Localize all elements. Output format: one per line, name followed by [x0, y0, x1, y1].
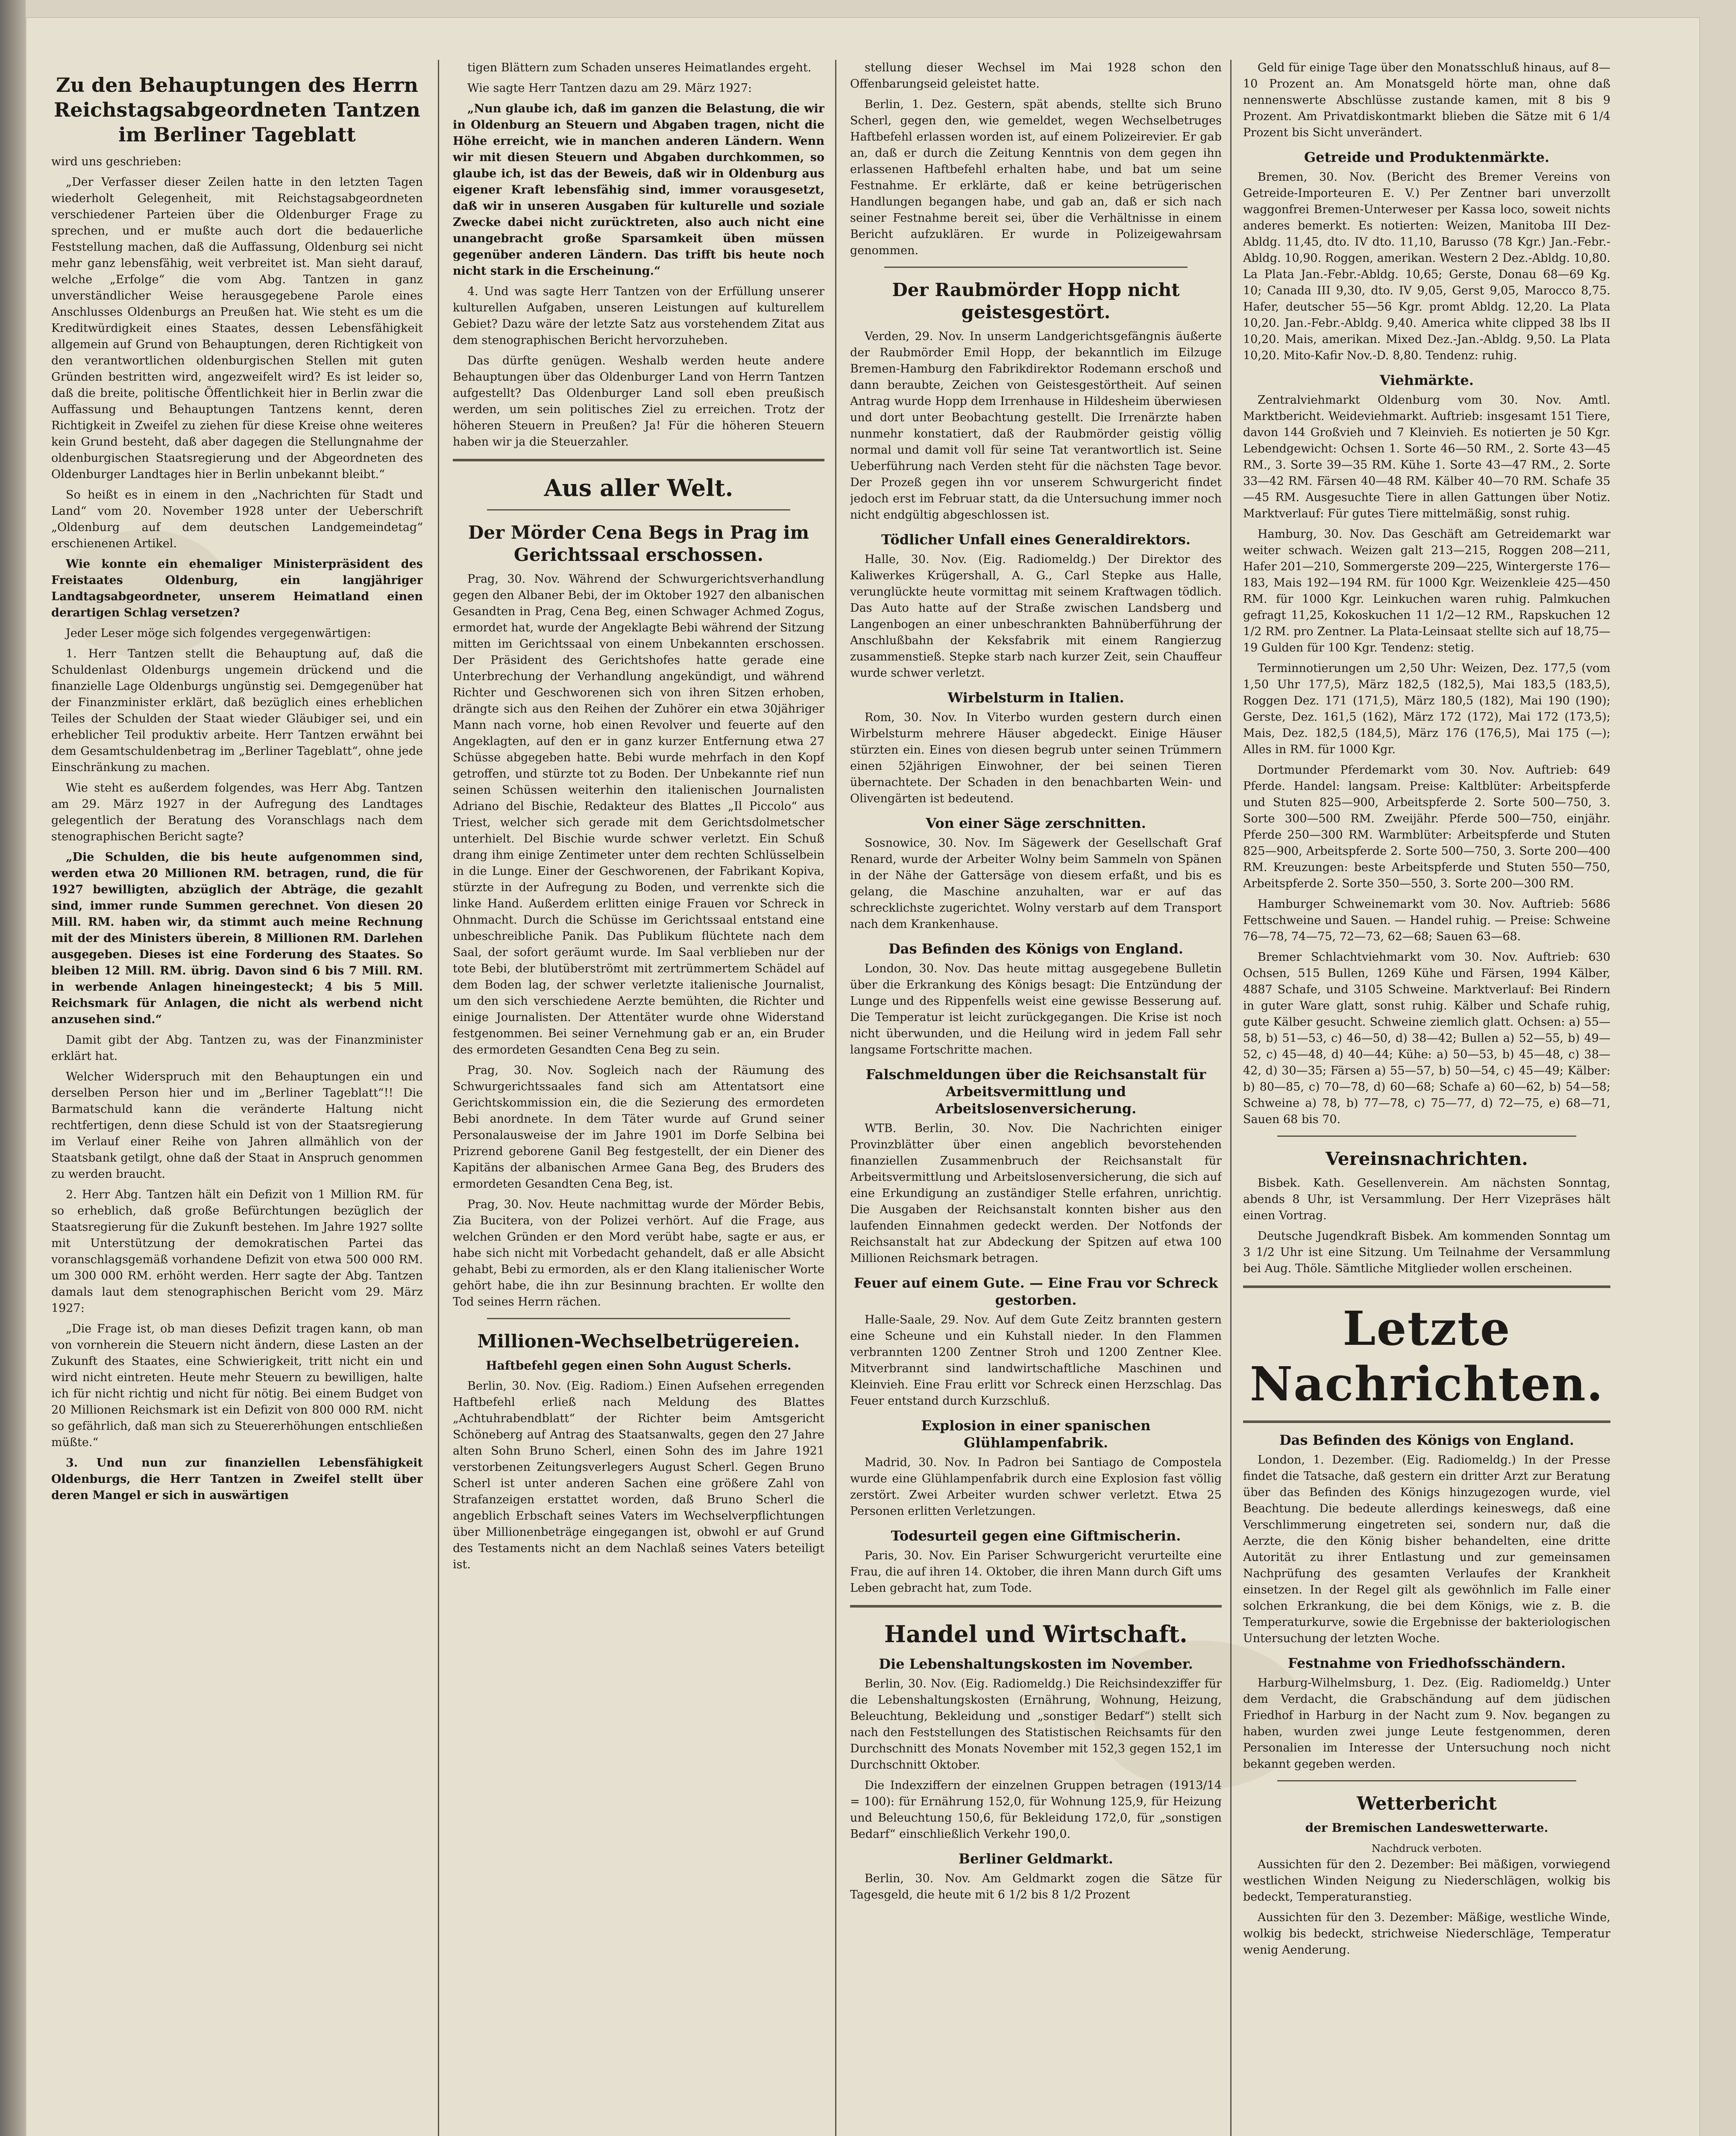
article-headline: Tödlicher Unfall eines Generaldirektors.	[881, 531, 1191, 548]
paragraph: 2. Herr Abg. Tantzen hält ein Defizit von 1 Million RM. für so erheblich, daß große Befürchtungen bezüglich der Staatsregierung für die Zukunft bestehen. Im Jahre 1927 sollte mit Unterstützung der demokratischen Partei das voranschlagsgemäß vorhandene Defizit von etwa 500 000 RM. um 300 000 RM. erhöht werden. Herr sagte der Abg. Tantzen damals laut dem stenographischen Bericht vom 29. März 1927:	[51, 1188, 423, 1315]
paragraph: Aussichten für den 2. Dezember: Bei mäßigen, vorwiegend westlichen Winden Neigung zu Niederschlägen, wolkig bis bedeckt, Temperaturanstieg.	[1243, 1858, 1610, 1904]
paragraph: London, 1. Dezember. (Eig. Radiomeldg.) In der Presse findet die Tatsache, daß gestern ein dritter Arzt zur Beratung über das Befinden des Königs hinzugezogen wurde, viel Beachtung. Die bedeute allerdings keineswegs, daß eine Verschlimmerung eingetreten sei, sondern nur, daß die Aerzte, die den König bisher behandelten, eine dritte Autorität zu ihrer Entlastung und zur gemeinsamen Nachprüfung des gesamten Verlaufes der Krankheit einsetzen. In der Regel gilt als gewöhnlich im Falle einer solchen Erkrankung, die bei dem Königs, wie z. B. die Temperaturkurve, sowie die Ergebnisse der bakteriologischen Untersuchung der letzten Woche.	[1243, 1453, 1610, 1645]
paragraph: WTB. Berlin, 30. Nov. Die Nachrichten einiger Provinzblätter über einen angeblich bevorstehenden finanziellen Zusammenbruch der Reichsanstalt für Arbeitsvermittlung und Arbeitslosenversicherung, die sich auf eine Erkundigung an zuständiger Stelle erfahren, unrichtig. Die Ausgaben der Reichsanstalt konnten bisher aus den laufenden Einnahmen gedeckt werden. Der Notfonds der Reichsanstalt hat zur Abdeckung der Spitzen auf etwa 100 Millionen Reichsmark betragen.	[850, 1122, 1222, 1265]
article-headline: Von einer Säge zerschnitten.	[926, 815, 1146, 831]
section-divider	[1243, 1420, 1610, 1423]
paragraph: „Der Verfasser dieser Zeilen hatte in den letzten Tagen wiederholt Gelegenheit, mit Reichstagsabgeordneten verschiedener Parteien über die Oldenburger Frage zu sprechen, und er mußte auch dort die bedauerliche Feststellung machen, daß die Auffassung, Oldenburg sei nicht mehr ganz lebensfähig, weit verbreitet ist. Man sieht darauf, welche „Erfolge“ die vom Abg. Tantzen in ganz unverständlicher Weise herausgegebene Parole eines Anschlusses Oldenburgs an Preußen hat. Wie steht es um die Kreditwürdigkeit eines Staates, dessen Lebensfähigkeit allgemein auf Grund von Behauptungen, deren Richtigkeit von den verantwortlichen oldenburgischen Stellen mit guten Gründen bestritten wird, angezweifelt wird? Es ist leider so, daß die breite, politische Öffentlichkeit hier in Berlin zwar die Auffassung und Behauptungen Tantzens kennt, deren Richtigkeit in Zweifel zu ziehen für diese Kreise ohne weiteres kein Grund besteht, daß aber dagegen die Stellungnahme der oldenburgischen Staatsregierung und der Abgeordneten des Oldenburger Landtages hier in Berlin unbekannt bleibt.“	[51, 176, 423, 481]
paragraph: Halle-Saale, 29. Nov. Auf dem Gute Zeitz brannten gestern eine Scheune und ein Kuhstall nieder. In den Flammen verbrannten 1200 Zentner Stroh und 1200 Zentner Klee. Mitverbrannt sind landwirtschaftliche Maschinen und Kleinvieh. Eine Frau erlitt vor Schreck einen Herzschlag. Das Feuer entstand durch Kurzschluß.	[850, 1313, 1222, 1408]
paragraph: Hamburger Schweinemarkt vom 30. Nov. Auftrieb: 5686 Fettschweine und Sauen. — Handel ruhig. — Preise: Schweine 76—78, 74—75, 72—73, 62—68; Sauen 63—68.	[1243, 898, 1610, 943]
paragraph: Paris, 30. Nov. Ein Pariser Schwurgericht verurteilte eine Frau, die auf ihren 14. Oktober, die ihren Mann durch Gift ums Leben gebracht hat, zum Tode.	[850, 1549, 1222, 1595]
article-headline: Das Befinden des Königs von England.	[888, 941, 1184, 957]
paragraph: Zentralviehmarkt Oldenburg vom 30. Nov. Amtl. Marktbericht. Weideviehmarkt. Auftrieb: insgesamt 151 Tiere, davon 144 Großvieh und 7 Kleinvieh. Es notierten je 50 Kgr. Lebendgewicht: Ochsen 1. Sorte 46—50 RM., 2. Sorte 43—45 RM., 3. Sorte 39—35 RM. Kühe 1. Sorte 43—47 RM., 2. Sorte 33—42 RM. Färsen 40—48 RM. Kälber 40—70 RM. Schafe 35—45 RM. Ausgesuchte Tiere in allen Gattungen über Notiz. Marktverlauf: Für gutes Tiere mittelmäßig, sonst ruhig.	[1243, 393, 1610, 520]
paragraph: Terminnotierungen um 2,50 Uhr: Weizen, Dez. 177,5 (vom 1,50 Uhr 177,5), März 182,5 (182,5), Mai 183,5 (183,5), Roggen Dez. 171 (171,5), März 180,5 (182), Mai 190 (190); Gerste, Dez. 161,5 (162), März 172 (172), Mai 172 (173,5); Mais, Dez. 182,5 (184,5), März 176 (176,5), Mai 175 (—); Alles in RM. für 1000 Kgr.	[1243, 662, 1610, 756]
article-headline: Die Lebenshaltungskosten im November.	[879, 1656, 1193, 1672]
article-headline: Todesurteil gegen eine Giftmischerin.	[891, 1528, 1181, 1544]
paragraph: Wie konnte ein ehemaliger Ministerpräsident des Freistaates Oldenburg, ein langjähriger Landtagsabgeordneter, unserem Heimatland einen derartigen Schlag versetzen?	[51, 557, 423, 619]
paragraph: Aussichten für den 3. Dezember: Mäßige, westliche Winde, wolkig bis bedeckt, strichweise Niederschläge, Temperatur wenig Aenderung.	[1243, 1911, 1610, 1957]
divider	[487, 1318, 790, 1319]
paragraph: London, 30. Nov. Das heute mittag ausgegebene Bulletin über die Erkrankung des Königs besagt: Die Entzündung der Lunge und des Rippenfells weist eine gewisse Besserung auf. Die Temperatur ist leicht zurückgegangen. Die Krise ist noch nicht überwunden, und die Heilung wird in jedem Fall sehr langsame Fortschritte machen.	[850, 962, 1222, 1056]
divider	[487, 509, 790, 511]
article-headline: Wirbelsturm in Italien.	[947, 690, 1124, 706]
article-headline: Festnahme von Friedhofsschändern.	[1287, 1655, 1566, 1671]
article-subhead: der Bremischen Landeswetterwarte.	[1305, 1821, 1548, 1835]
paragraph: Wie steht es außerdem folgendes, was Herr Abg. Tantzen am 29. März 1927 in der Aufregung des Landtages gelegentlich der Beratung des Voranschlags nach dem stenographischen Bericht sagte?	[51, 781, 423, 843]
article-headline: Der Mörder Cena Begs in Prag im Gerichtssaal erschossen.	[468, 522, 809, 565]
column-1	[51, 60, 423, 2136]
paragraph: tigen Blättern zum Schaden unseres Heimatlandes ergeht.	[467, 61, 812, 74]
paragraph: Prag, 30. Nov. Während der Schwurgerichtsverhandlung gegen den Albaner Bebi, der im Oktober 1927 den albanischen Gesandten in Prag, Cena Beg, einen Schwager Achmed Zogus, ermordet hat, wurde der Angeklagte Bebi während der Sitzung mitten im Gerichtssaal von einem Unbekannten erschossen. Der Präsident des Gerichtshofes hatte gerade eine Unterbrechung der Verhandlung angekündigt, und während Richter und Geschworenen sich von ihren Sitzen erhoben, drängte sich aus den Reihen der Zuhörer ein etwa 30jähriger Mann nach vorne, hob einen Revolver und feuerte auf den Angeklagten, auf den er in ganz kurzer Entfernung etwa 27 Schüsse abgegeben hatte. Bebi wurde mehrfach in den Kopf getroffen, und stürzte tot zu Boden. Der Unbekannte rief nun seinen Schüssen weiterhin den italienischen Journalisten Adriano del Bischie, Redakteur des Blattes „Il Piccolo“ aus Triest, welcher sich gerade mit dem Gerichtsdolmetscher unterhielt. Del Bischie wurde schwer verletzt. Ein Schuß drang ihm einige Zentimeter unter dem rechten Schlüsselbein in die Lunge. Einer der Geschworenen, der Fabrikant Kopiva, stürzte in der Aufregung zu Boden, und verrenkte sich die linke Hand. Außerdem erlitten einige Frauen vor Schreck in Ohnmacht. Durch die Schüsse im Gerichtssaal entstand eine unbeschreibliche Panik. Das Publikum flüchtete nach dem Saal, der sofort geräumt wurde. Im Saal verblieben nur der tote Bebi, der blutüberströmt mit zertrümmertem Schädel auf dem Boden lag, der schwer verletzte italienische Journalist, um den sich verschiedene Aerzte bemühten, die Richter und einige Journalisten. Der Attentäter wurde ohne Widerstand festgenommen. Bei seiner Vernehmung gab er an, ein Bruder des ermordeten Gesandten Cena Beg zu sein.	[453, 572, 824, 1056]
paragraph: Verden, 29. Nov. In unserm Landgerichtsgefängnis äußerte der Raubmörder Emil Hopp, der bekanntlich im Eilzuge Bremen-Hamburg den Fabrikdirektor Rodemann erschoß und dann beraubte, Zeichen von Geistesgestörtheit. Auf seinen Antrag wurde Hopp dem Irrenhause in Hildesheim überwiesen und dort unter Beobachtung gestellt. Die Irrenärzte haben nunmehr konstatiert, daß der Raubmörder geistig völlig normal und damit voll für seine Tat verantwortlich ist. Seine Ueberführung nach Verden steht für die nächsten Tage bevor. Der Prozeß gegen ihn vor unserem Schwurgericht findet jedoch erst im Februar statt, da die Untersuchung immer noch nicht endgültig abgeschlossen ist.	[850, 330, 1222, 522]
paragraph: Die Indexziffern der einzelnen Gruppen betragen (1913/14 = 100): für Ernährung 152,0, für Wohnung 125,9, für Heizung und Beleuchtung 150,6, für Bekleidung 172,0, für „sonstigen Bedarf“ einschließlich Verkehr 190,0.	[850, 1779, 1222, 1841]
section-title: Aus aller Welt.	[544, 474, 733, 502]
paragraph: Halle, 30. Nov. (Eig. Radiomeldg.) Der Direktor des Kaliwerkes Krügershall, A. G., Carl Stepke aus Halle, verunglückte heute vormittag mit seinem Kraftwagen tödlich. Das Auto hatte auf der Straße zwischen Landsberg und Langenbogen an einer unbeschrankten Bahnüberführung der Anschlußbahn der Keksfabrik mit einem Rangierzug zusammenstieß. Stepke starb nach kurzer Zeit, sein Chauffeur wurde schwer verletzt.	[850, 553, 1222, 680]
paragraph: stellung dieser Wechsel im Mai 1928 schon den Offenbarungseid geleistet hatte.	[850, 61, 1222, 91]
article-headline: Falschmeldungen über die Reichsanstalt für Arbeitsvermittlung und Arbeitslosenversicherung.	[865, 1066, 1206, 1117]
paragraph: „Die Frage ist, ob man dieses Defizit tragen kann, ob man von vornherein die Steuern nicht ändern, diese Lasten an der Zukunft des Staates, eine Schwierigkeit, tritt nicht ein und wird nicht eintreten. Heute mehr Steuern zu bewilligen, halte ich für nicht richtig und nicht für nötig. Bei einem Budget von 20 Millionen Reichsmark ist ein Defizit von 800 000 RM. nicht so gefährlich, daß man sich zu Steuererhöhungen entschließen müßte.“	[51, 1322, 423, 1449]
divider	[1277, 1780, 1576, 1781]
article-headline: Explosion in einer spanischen Glühlampenfabrik.	[921, 1417, 1151, 1451]
paragraph: Wie sagte Herr Tantzen dazu am 29. März 1927:	[467, 82, 752, 95]
paragraph: 1. Herr Tantzen stellt die Behauptung auf, daß die Schuldenlast Oldenburgs ungemein drückend und die finanzielle Lage Oldenburgs ungünstig sei. Demgegenüber hat der Finanzminister erklärt, daß bezüglich eines erheblichen Teiles der Schulden der Staat wieder Gläubiger sei, und ein erheblicher Teil produktiv arbeite. Herr Tantzen erwähnt bei dem Gesamtschuldenbetrag im „Berliner Tageblatt“, ohne jede Einschränkung zu machen.	[51, 647, 423, 774]
paragraph: Geld für einige Tage über den Monatsschluß hinaus, auf 8—10 Prozent an. Am Monatsgeld hörte man, ohne daß nennenswerte Abschlüsse zustande kamen, mit 8 bis 9 Prozent. Am Privatdiskontmarkt blieben die Sätze mit 6 1/4 Prozent bis Sicht unverändert.	[1243, 61, 1610, 139]
article-intro: wird uns geschrieben:	[51, 155, 182, 168]
column-2	[453, 60, 824, 2136]
paragraph: Berlin, 30. Nov. Am Geldmarkt zogen die Sätze für Tagesgeld, die heute mit 6 1/2 bis 8 1/2 Prozent	[850, 1872, 1222, 1901]
article-headline: Vereinsnachrichten.	[1325, 1148, 1528, 1169]
book-gutter	[0, 0, 26, 2136]
article-headline: Millionen-Wechselbetrügereien.	[477, 1331, 800, 1352]
section-divider	[453, 459, 824, 461]
note: Nachdruck verboten.	[1371, 1843, 1482, 1854]
column-4	[1243, 60, 1610, 2136]
paragraph: 4. Und was sagte Herr Tantzen von der Erfüllung unserer kulturellen Aufgaben, unseren Leistungen auf kulturellem Gebiet? Dazu wäre der letzte Satz aus vorstehendem Zitat aus dem stenographischen Bericht hervorzuheben.	[453, 285, 824, 347]
column-rule-1	[438, 60, 439, 2136]
paragraph: Dortmunder Pferdemarkt vom 30. Nov. Auftrieb: 649 Pferde. Handel: langsam. Preise: Kaltblüter: Arbeitspferde und Stuten 825—900, Arbeitspferde 2. Sorte 500—750, 3. Sorte 300—500 RM. Zweijähr. Pferde 500—750, einjähr. Pferde 250—300 RM. Warmblüter: Arbeitspferde und Stuten 825—900, Arbeitspferde 2. Sorte 500—750, 3. Sorte 200—400 RM. Kreuzungen: beste Arbeitspferde und Stuten 550—750, Arbeitspferde 2. Sorte 350—550, 3. Sorte 200—300 RM.	[1243, 763, 1610, 890]
divider	[884, 267, 1188, 268]
paragraph: Bremen, 30. Nov. (Bericht des Bremer Vereins von Getreide-Importeuren E. V.) Per Zentner bari unverzollt waggonfrei Bremen-Unterweser per Kassa loco, soweit nichts anderes bemerkt. Es notierten: Weizen, Manitoba III Dez-Abldg. 11,45, dto. IV dto. 11,10, Barusso (78 Kgr.) Jan.-Febr.-Abldg. 10,90. Roggen, amerikan. Western 2 Dez.-Abldg. 10,80. La Plata Jan.-Febr.-Abldg. 10,65; Gerste, Donau 68—69 Kg. 10; Canada III 9,30, dto. IV 9,05, Gerst 9,05, Marocco 8,75. Hafer, deutscher 55—56 Kgr. promt Abldg. 12,20. La Plata 10,20. Jan.-Febr.-Abldg. 9,40. America white clipped 38 lbs II 10,20. Mais, amerikan. Mixed Dez.-Jan.-Abldg. 9,50. La Plata 10,20. Mito-Kafir Nov.-D. 8,80. Tendenz: ruhig.	[1243, 170, 1610, 362]
paragraph: 3. Und nun zur finanziellen Lebensfähigkeit Oldenburgs, die Herr Tantzen in Zweifel stellt über deren Mangel er sich in auswärtigen	[51, 1456, 423, 1502]
article-headline: Getreide und Produktenmärkte.	[1304, 149, 1550, 165]
paragraph: Deutsche Jugendkraft Bisbek. Am kommenden Sonntag um 3 1/2 Uhr ist eine Sitzung. Um Teilnahme der Versammlung bei Aug. Thöle. Sämtliche Mitglieder wollen erscheinen.	[1243, 1229, 1610, 1275]
paragraph: Prag, 30. Nov. Heute nachmittag wurde der Mörder Bebis, Zia Bucitera, von der Polizei verhört. Auf die Frage, aus welchen Gründen er den Mord verübt habe, sagte er aus, er habe sich nicht mit Vorbedacht gehandelt, daß er alle Absicht gehabt, Bebi zu ermorden, als er den Klang italienischer Worte gehört habe, die ihn zur Besinnung brachten. Er wollte den Tod seines Herrn rächen.	[453, 1198, 824, 1309]
paragraph: Bremer Schlachtviehmarkt vom 30. Nov. Auftrieb: 630 Ochsen, 515 Bullen, 1269 Kühe und Färsen, 1994 Kälber, 4887 Schafe, und 3105 Schweine. Marktverlauf: Bei Rindern in guter Ware glatt, sonst ruhig. Kälber und Schafe ruhig, gute Kälber gesucht. Schweine ziemlich glatt. Ochsen: a) 55—58, b) 51—53, c) 46—50, d) 38—42; Bullen a) 52—55, b) 49—52, c) 45—48, d) 40—44; Kühe: a) 50—53, b) 45—48, c) 38—42, d) 30—35; Färsen a) 55—57, b) 50—54, c) 45—49; Kälber: b) 80—85, c) 70—78, d) 60—68; Schafe a) 60—62, b) 54—58; Schweine a) 78, b) 77—78, c) 75—77, d) 72—75, e) 68—71, Sauen 68 bis 70.	[1243, 951, 1610, 1126]
column-rule-2	[835, 60, 836, 2136]
column-rule-3	[1230, 60, 1232, 2136]
paragraph: Berlin, 30. Nov. (Eig. Radiomeldg.) Die Reichsindexziffer für die Lebenshaltungskosten (Ernährung, Wohnung, Heizung, Beleuchtung, Bekleidung und „sonstiger Bedarf“) stellt sich nach den Feststellungen des Statistischen Reichsamts für den Durchschnitt des Monats November mit 152,3 gegen 152,1 im Durchschnitt Oktober.	[850, 1677, 1222, 1772]
paragraph: Madrid, 30. Nov. In Padron bei Santiago de Compostela wurde eine Glühlampenfabrik durch eine Explosion fast völlig zerstört. Zwei Arbeiter wurden schwer verletzt. Etwa 25 Personen erlitten Verletzungen.	[850, 1456, 1222, 1518]
paragraph: „Die Schulden, die bis heute aufgenommen sind, werden etwa 20 Millionen RM. betragen, rund, die für 1927 bewilligten, abzüglich der Abträge, die gezahlt sind, immer runde Summen gerechnet. Von diesen 20 Mill. RM. haben wir, da stimmt auch meine Rechnung mit der des Ministers überein, 8 Millionen RM. Darlehen ausgegeben. Dieses ist eine Forderung des Staates. So bleiben 12 Mill. RM. übrig. Davon sind 6 bis 7 Mill. RM. in werbende Anlagen hineingesteckt; 4 bis 5 Mill. Reichsmark für Anlagen, die nicht als werbend nicht anzusehen sind.“	[51, 851, 423, 1026]
article-headline: Das Befinden des Königs von England.	[1279, 1432, 1575, 1448]
paragraph: Das dürfte genügen. Weshalb werden heute andere Behauptungen über das Oldenburger Land von Herrn Tantzen aufgestellt? Das Oldenburger Land soll eben preußisch werden, um sein politisches Ziel zu erreichen. Trotz der höheren Steuern in Preußen? Ja! Für die höheren Steuern haben wir ja die Steuerzahler.	[453, 354, 824, 449]
article-headline: Der Raubmörder Hopp nicht geistesgestört.	[892, 279, 1180, 323]
paragraph: Prag, 30. Nov. Sogleich nach der Räumung des Schwurgerichtssaales fand sich am Attentatsort eine Gerichtskommission ein, die die Sezierung des ermordeten Bebi anordnete. In dem Täter wurde auf Grund seiner Personalausweise der im Jahre 1901 im Dorfe Selbina bei Prizrend geborene Ganil Beg festgestellt, der ein Diener des Kapitäns der albanischen Armee Gana Beg, des Bruders des ermordeten Gesandten Cena Beg, ist.	[453, 1064, 824, 1191]
paragraph: Rom, 30. Nov. In Viterbo wurden gestern durch einen Wirbelsturm mehrere Häuser abgedeckt. Einige Häuser stürzten ein. Eines von diesen begrub unter seinen Trümmern einen 52jährigen Einwohner, der bei seinen Tieren übernachtete. Der Schaden in den benachbarten Wein- und Olivengärten ist bedeutend.	[850, 711, 1222, 805]
paragraph: So heißt es in einem in den „Nachrichten für Stadt und Land“ vom 20. November 1928 unter der Ueberschrift „Oldenburg auf dem deutschen Landgemeindetag“ erschienenen Artikel.	[51, 488, 423, 550]
article-headline: Viehmärkte.	[1380, 372, 1474, 388]
paragraph: Harburg-Wilhelmsburg, 1. Dez. (Eig. Radiomeldg.) Unter dem Verdacht, die Grabschändung auf dem jüdischen Friedhof in Harburg in der Nacht zum 9. Nov. begangen zu haben, wurden zwei junge Leute festgenommen, deren Personalien im Interesse der Untersuchung noch nicht bekannt gegeben werden.	[1243, 1676, 1610, 1771]
article-headline: Zu den Behauptungen des Herrn Reichstagsabgeordneten Tantzen im Berliner Tageblatt	[54, 73, 420, 146]
column-3	[850, 60, 1222, 2136]
section-divider	[1243, 1285, 1610, 1288]
paragraph: Hamburg, 30. Nov. Das Geschäft am Getreidemarkt war weiter schwach. Weizen galt 213—215, Roggen 208—211, Hafer 201—210, Sommergerste 209—225, Wintergerste 176—183, Mais 192—194 RM. für 1000 Kgr. Weizenkleie 425—450 RM. für 1000 Kgr. Leinkuchen waren ruhig. Palmkuchen gefragt 11,25, Kokoskuchen 11 1/2—12 RM., Rapskuchen 12 1/2 RM. pro Zentner. La Plata-Leinsaat stellte sich auf 18,75—19 Gulden für 100 Kgr. Tendenz: stetig.	[1243, 528, 1610, 654]
article-subhead: Haftbefehl gegen einen Sohn August Scherls.	[486, 1358, 792, 1373]
paragraph: Bisbek. Kath. Gesellenverein. Am nächsten Sonntag, abends 8 Uhr, ist Versammlung. Der Herr Vizepräses hält einen Vortrag.	[1243, 1177, 1610, 1222]
section-title: Handel und Wirtschaft.	[884, 1620, 1188, 1648]
section-title: Letzte Nachrichten.	[1249, 1301, 1604, 1411]
paragraph: Berlin, 1. Dez. Gestern, spät abends, stellte sich Bruno Scherl, gegen den, wie gemeldet, wegen Wechselbetruges Haftbefehl erlassen worden ist, auf einem Polizeirevier. Er gab an, daß er durch die Zeitung Kenntnis von dem gegen ihn erlassenen Haftbefehl erhalten habe, und bat um seine Festnahme. Er erklärte, daß er keine betrügerischen Handlungen begangen habe, und gab an, daß er sich nach seiner Festnahme bereit sei, über die Verhältnisse in einem Bericht aufzuklären. Er wurde in Polizeigewahrsam genommen.	[850, 98, 1222, 257]
article-headline: Wetterbericht	[1357, 1793, 1497, 1814]
paragraph: Welcher Widerspruch mit den Behauptungen ein und derselben Person hier und im „Berliner Tageblatt“!! Die Barmatschuld kann die veränderte Haltung nicht rechtfertigen, denn diese Schuld ist von der Staatsregierung im Verlauf einer Reihe von Jahren allmählich von der Staatsbank getilgt, ohne daß der Staat in Anspruch genommen zu werden braucht.	[51, 1070, 423, 1181]
paragraph: Sosnowice, 30. Nov. Im Sägewerk der Gesellschaft Graf Renard, wurde der Arbeiter Wolny beim Sammeln von Spänen in der Nähe der Gattersäge von diesem erfaßt, und bis es gelang, die Maschine anzuhalten, war er auf das schrecklichste zugerichtet. Wolny verstarb auf dem Transport nach dem Krankenhause.	[850, 836, 1222, 931]
section-divider	[850, 1605, 1222, 1608]
article-headline: Feuer auf einem Gute. — Eine Frau vor Schreck gestorben.	[853, 1275, 1218, 1308]
paragraph: Damit gibt der Abg. Tantzen zu, was der Finanzminister erklärt hat.	[51, 1033, 423, 1063]
paragraph: Berlin, 30. Nov. (Eig. Radiom.) Einen Aufsehen erregenden Haftbefehl erließ nach Meldung des Blattes „Achtuhrabendblatt“ der Richter beim Amtsgericht Schöneberg auf Antrag des Staatsanwalts, gegen den 27 Jahre alten Sohn Bruno Scherl, einen Sohn des im Jahre 1921 verstorbenen Zeitungsverlegers August Scherl. Gegen Bruno Scherl ist unter anderen Sachen eine größere Zahl von Strafanzeigen erstattet worden, daß Bruno Scherl die angeblich Erbschaft seines Vaters im Wechselverpflichtungen über Millionenbeträge eingegangen ist, obwohl er auf Grund des Testaments nicht an dem Nachlaß seines Vaters beteiligt ist.	[453, 1379, 824, 1571]
article-headline: Berliner Geldmarkt.	[959, 1851, 1113, 1867]
divider	[1277, 1135, 1576, 1137]
paragraph: Jeder Leser möge sich folgendes vergegenwärtigen:	[66, 627, 371, 640]
paragraph: „Nun glaube ich, daß im ganzen die Belastung, die wir in Oldenburg an Steuern und Abgaben tragen, nicht die Höhe erreicht, wie in manchen anderen Ländern. Wenn wir mit diesen Steuern und Abgaben durchkommen, so glaube ich, ist das der Beweis, daß wir in Oldenburg aus eigener Kraft lebensfähig sind, immer vorausgesetzt, daß wir in unseren Ausgaben für kulturelle und soziale Zwecke dabei nicht zurücktreten, also auch nicht eine unangebracht große Sparsamkeit üben müssen gegenüber anderen Ländern. Das trifft bis heute noch nicht stark in die Erscheinung.“	[453, 102, 824, 278]
